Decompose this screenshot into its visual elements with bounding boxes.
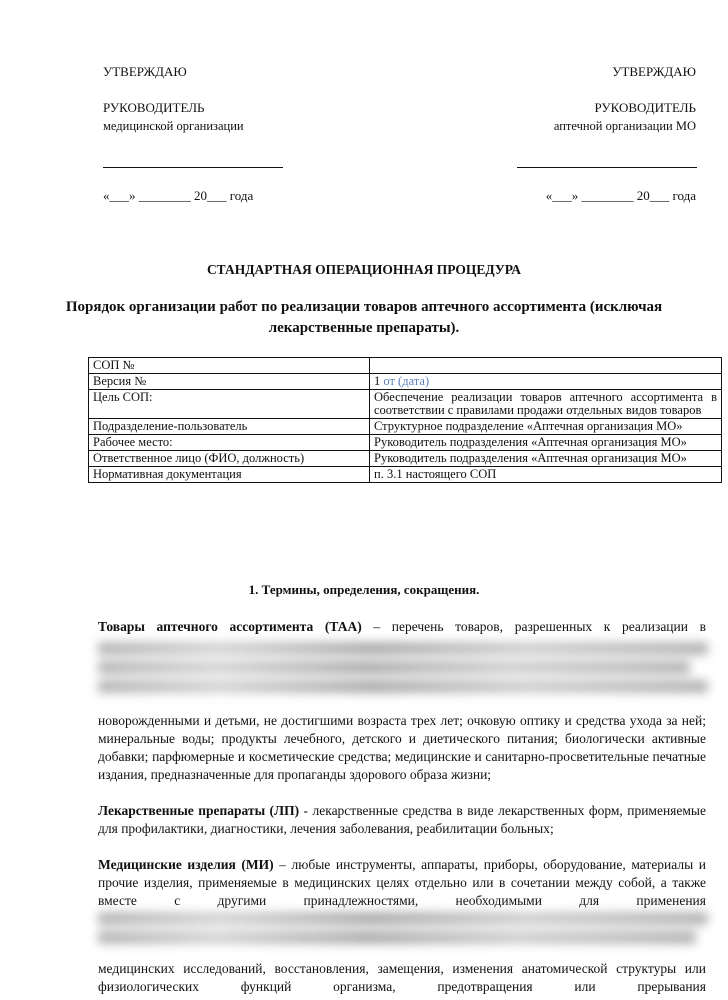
lp-term: Лекарственные препараты (ЛП) <box>98 803 300 818</box>
sop-title: СТАНДАРТНАЯ ОПЕРАЦИОННАЯ ПРОЦЕДУРА <box>206 262 522 277</box>
right-approve: УТВЕРЖДАЮ <box>612 64 696 79</box>
table-row <box>89 419 722 435</box>
section-1-title: 1. Термины, определения, сокращения. <box>248 582 480 597</box>
version-date-note: от (дата) <box>383 374 430 388</box>
table-value <box>370 358 722 374</box>
left-approve: УТВЕРЖДАЮ <box>103 64 187 79</box>
mi-definition <box>98 856 706 910</box>
left-role: РУКОВОДИТЕЛЬ <box>103 100 205 115</box>
taa-term: Товары аптечного ассортимента (ТАА) <box>98 619 362 634</box>
redacted-text-block-2 <box>98 912 708 950</box>
taa-definition-continued: новорожденными и детьми, не достигшими возраста трех лет; очковую оптику и средства ухода за ней; минеральные воды; продукты лечебного, детского и диетического питания; биологически активные добавки; парфюмерные и косметические средства; медицинские и санитарно-просветительные печатные издания, предназначенные для пропаганды здорового образа жизни; <box>98 713 706 782</box>
table-value: Обеспечение реализации товаров аптечного ассортимента в соответствии с правилами продажи отдельных видов товаров <box>370 390 722 419</box>
right-signature-line <box>517 167 697 168</box>
table-value: Структурное подразделение «Аптечная организация МО» <box>370 419 722 435</box>
table-row <box>89 374 722 390</box>
right-role: РУКОВОДИТЕЛЬ <box>594 100 696 115</box>
right-date: «___» ________ 20___ года <box>545 188 696 203</box>
lp-def: - лекарственные средства в виде лекарственных форм, применяемые для профилактики, диагностики, лечения заболевания, реабилитации больных; <box>98 803 706 836</box>
right-org: аптечной организации МО <box>553 119 696 133</box>
table-value: Руководитель подразделения «Аптечная организация МО» <box>370 435 722 451</box>
mi-term: Медицинские изделия (МИ) <box>98 857 274 872</box>
taa-def-start: – перечень товаров, разрешенных к реализации в <box>361 619 706 634</box>
taa-definition <box>98 618 706 636</box>
sop-info-table <box>88 357 722 483</box>
redacted-text-block <box>98 642 708 699</box>
left-org: медицинской организации <box>103 119 244 133</box>
version-number: 1 <box>374 374 381 388</box>
left-signature-line <box>103 167 283 168</box>
table-row <box>89 435 722 451</box>
table-row <box>89 390 722 419</box>
mi-definition-continued: медицинских исследований, восстановления, замещения, изменения анатомической структуры или физиологических функций организма, предотвращения или прерывания <box>98 961 706 994</box>
table-value: п. 3.1 настоящего СОП <box>370 467 722 483</box>
table-label: Подразделение-пользователь <box>89 419 370 435</box>
document-title: Порядок организации работ по реализации товаров аптечного ассортимента (исключая лекарственные препараты). <box>65 299 663 336</box>
table-label: СОП № <box>89 358 370 374</box>
mi-def: – любые инструменты, аппараты, приборы, оборудование, материалы и прочие изделия, применяемые в медицинских целях отдельно или в сочетании между собой, а также вместе с другими принадлежностями, необходимыми для применения <box>98 857 706 908</box>
lp-definition <box>98 802 706 838</box>
table-label: Рабочее место: <box>89 435 370 451</box>
left-date: «___» ________ 20___ года <box>103 188 254 203</box>
table-value: Руководитель подразделения «Аптечная организация МО» <box>370 451 722 467</box>
table-row <box>89 358 722 374</box>
table-value <box>370 374 722 390</box>
table-label: Цель СОП: <box>89 390 370 419</box>
table-row <box>89 451 722 467</box>
table-label: Нормативная документация <box>89 467 370 483</box>
table-label: Версия № <box>89 374 370 390</box>
table-row <box>89 467 722 483</box>
table-label: Ответственное лицо (ФИО, должность) <box>89 451 370 467</box>
